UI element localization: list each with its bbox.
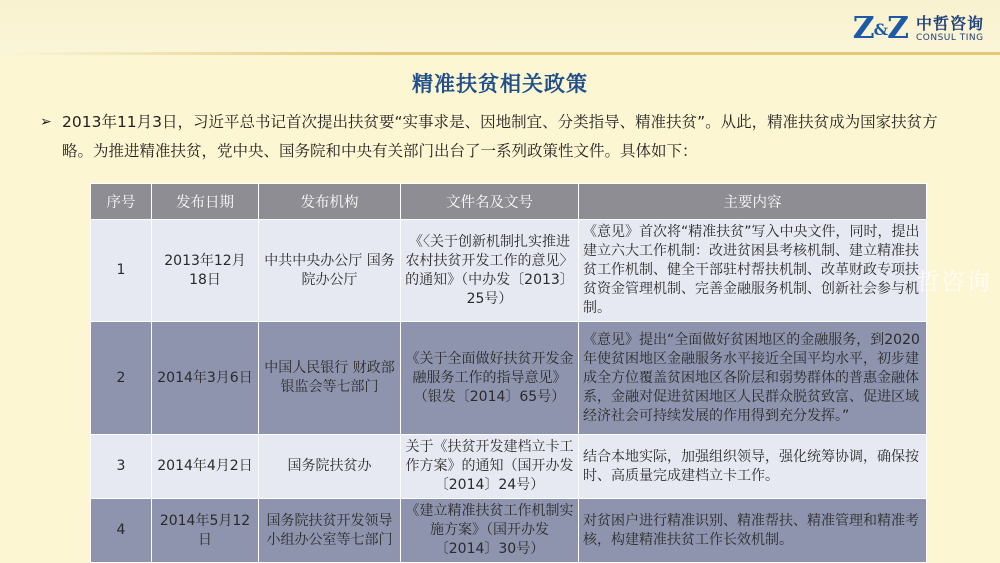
- cell-date: 2013年12月18日: [152, 220, 259, 322]
- cell-number: 2: [91, 322, 152, 435]
- cell-content: 对贫困户进行精准识别、精准帮扶、精准管理和精准考核，构建精准扶贫工作长效机制。: [579, 499, 927, 563]
- intro-paragraph: [40, 108, 952, 166]
- slide-title: 精准扶贫相关政策: [412, 72, 588, 96]
- cell-organization: 中国人民银行 财政部 银监会等七部门: [259, 322, 401, 435]
- logo-mark: Z&Z: [852, 11, 908, 46]
- cell-organization: 国务院扶贫办: [259, 435, 401, 499]
- table-row: [91, 435, 927, 499]
- table-header-row: [91, 184, 927, 220]
- cell-date: 2014年5月12日: [152, 499, 259, 563]
- header-divider: [0, 52, 1000, 55]
- cell-document: 关于《扶贫开发建档立卡工作方案》的通知（国开办发〔2014〕24号）: [401, 435, 579, 499]
- intro-text: 2013年11月3日，习近平总书记首次提出扶贫要“实事求是、因地制宜、分类指导、精准扶贫”。从此，精准扶贫成为国家扶贫方略。为推进精准扶贫，党中央、国务院和中央有关部门出台了一系列政策性文件。具体如下：: [62, 113, 938, 160]
- watermark: 哲咨询: [916, 268, 991, 296]
- logo-english-name: CONSUL TING: [915, 33, 984, 43]
- header-document: 文件名及文号: [401, 184, 579, 220]
- logo-chinese-name: 中哲咨询: [915, 14, 984, 33]
- cell-content: 《意见》提出“全面做好贫困地区的金融服务，到2020年使贫困地区金融服务水平接近全国平均水平，初步建成全方位覆盖贫困地区各阶层和弱势群体的普惠金融体系，金融对促进贫困地区人民群众脱贫致富、促进区域经济社会可持续发展的作用得到充分发挥。”: [579, 322, 927, 435]
- cell-date: 2014年4月2日: [152, 435, 259, 499]
- logo-text: [916, 15, 984, 44]
- header-bar: [0, 0, 1000, 56]
- cell-document: 《〈关于创新机制扎实推进农村扶贫开发工作的意见〉的通知》（中办发〔2013〕25号）: [401, 220, 579, 322]
- cell-number: 4: [91, 499, 152, 563]
- header-content: 主要内容: [579, 184, 927, 220]
- header-organization: 发布机构: [259, 184, 401, 220]
- cell-content: 《意见》首次将“精准扶贫”写入中央文件，同时，提出建立六大工作机制：改进贫困县考核机制、建立精准扶贫工作机制、健全干部驻村帮扶机制、改革财政专项扶贫资金管理机制、完善金融服务机制、创新社会参与机制。: [579, 220, 927, 322]
- cell-date: 2014年3月6日: [152, 322, 259, 435]
- cell-document: 《关于全面做好扶贫开发金融服务工作的指导意见》（银发〔2014〕65号）: [401, 322, 579, 435]
- header-date: 发布日期: [152, 184, 259, 220]
- policy-table: [90, 183, 927, 563]
- table-row: [91, 220, 927, 322]
- table-row: [91, 499, 927, 563]
- cell-number: 3: [91, 435, 152, 499]
- cell-content: 结合本地实际，加强组织领导，强化统筹协调，确保按时、高质量完成建档立卡工作。: [579, 435, 927, 499]
- arrow-bullet-icon: ➢: [40, 114, 52, 130]
- cell-organization: 中共中央办公厅 国务院办公厅: [259, 220, 401, 322]
- cell-number: 1: [91, 220, 152, 322]
- cell-organization: 国务院扶贫开发领导小组办公室等七部门: [259, 499, 401, 563]
- header-number: 序号: [91, 184, 152, 220]
- cell-document: 《建立精准扶贫工作机制实施方案》（国开办发〔2014〕30号）: [401, 499, 579, 563]
- table-row: [91, 322, 927, 435]
- company-logo: [852, 11, 984, 46]
